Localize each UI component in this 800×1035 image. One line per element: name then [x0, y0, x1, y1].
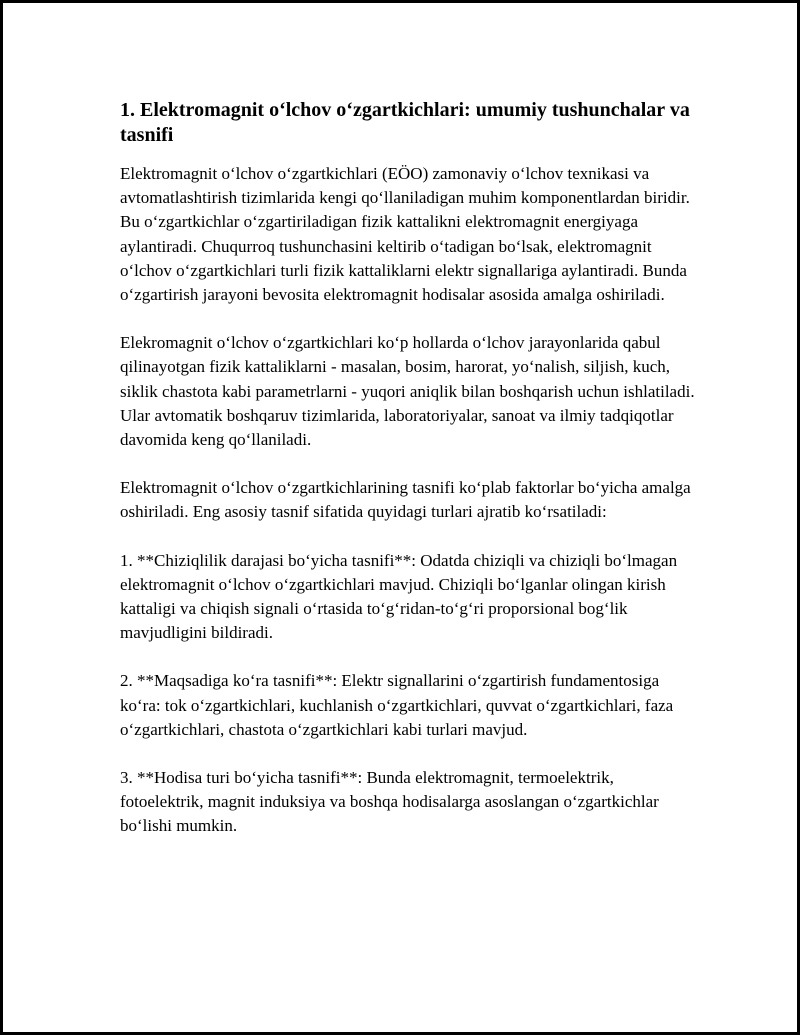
- list-item-linearity: 1. **Chiziqlilik darajasi bo‘yicha tasnifi**: Odatda chiziqli va chiziqli bo‘lmagan elektromagnit o‘lchov o‘zgartkichlari mavjud. Chiziqli bo‘lganlar olingan kirish kattaligi va chiqish signali o‘rtasida to‘g‘ridan-to‘g‘ri proporsional bog‘lik mavjudligini bildiradi.: [120, 550, 678, 643]
- document-body: [120, 98, 700, 863]
- section-heading: 1. Elektromagnit o‘lchov o‘zgartkichlari: umumiy tushunchalar va tasnifi: [120, 99, 690, 146]
- classification-intro-paragraph: Elektromagnit o‘lchov o‘zgartkichlarining tasnifi ko‘plab faktorlar bo‘yicha amalga oshiriladi. Eng asosiy tasnif sifatida quyidagi turlari ajratib ko‘rsatiladi:: [120, 478, 691, 522]
- usage-paragraph: Elekromagnit o‘lchov o‘zgartkichlari ko‘p hollarda o‘lchov jarayonlarida qabul qilinayotgan fizik kattaliklarni - masalan, bosim, harorat, yo‘nalish, siljish, kuch, siklik chastota kabi parametrlarni - yuqori aniqlik bilan boshqarish uchun ishlatiladi. Ular avtomatik boshqaruv tizimlarida, laboratoriyalar, sanoat va ilmiy tadqiqotlar davomida keng qo‘llaniladi.: [120, 333, 695, 450]
- list-item-purpose: 2. **Maqsadiga ko‘ra tasnifi**: Elektr signallarini o‘zgartirish fundamentosiga ko‘ra: tok o‘zgartkichlari, kuchlanish o‘zgartkichlari, quvvat o‘zgartkichlari, faza o‘zgartkichlari, chastota o‘zgartkichlari kabi turlari mavjud.: [120, 671, 674, 739]
- list-item-phenomenon: 3. **Hodisa turi bo‘yicha tasnifi**: Bunda elektromagnit, termoelektrik, fotoelektrik, magnit induksiya va boshqa hodisalarga asoslangan o‘zgartkichlar bo‘lishi mumkin.: [120, 768, 659, 836]
- intro-paragraph: Elektromagnit o‘lchov o‘zgartkichlari (EÖO) zamonaviy o‘lchov texnikasi va avtomatlashtirish tizimlarida kengi qo‘llaniladigan muhim komponentlardan biridir. Bu o‘zgartkichlar o‘zgartiriladigan fizik kattalikni elektromagnit energiyaga aylantiradi. Chuqurroq tushunchasini keltirib o‘tadigan bo‘lsak, elektromagnit o‘lchov o‘zgartkichlari turli fizik kattaliklarni elektr signallariga aylantiradi. Bunda o‘zgartirish jarayoni bevosita elektromagnit hodisalar asosida amalga oshiriladi.: [120, 164, 690, 305]
